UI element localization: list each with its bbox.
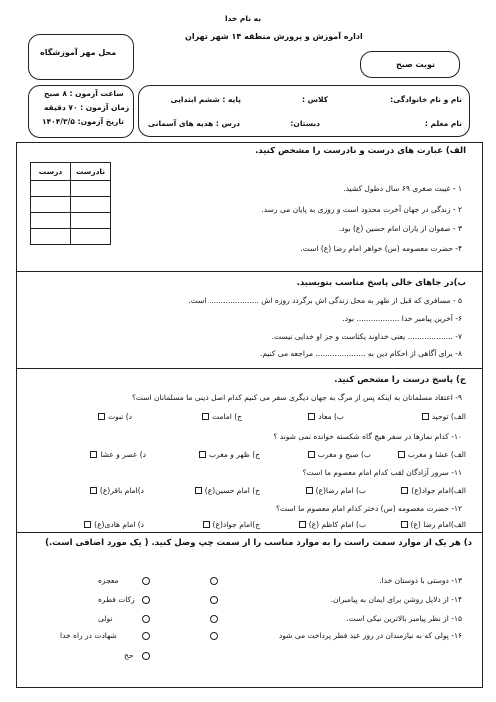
q12-option-c[interactable]: ج)امام جواد(ع): [203, 520, 260, 529]
answer-cell[interactable]: [31, 229, 71, 245]
checkbox[interactable]: [308, 413, 315, 420]
q11-option-d[interactable]: د)امام باقر(ع): [90, 486, 144, 495]
match-right-13: ۱۳- دوستی با دوستان خدا.: [379, 576, 462, 585]
answer-cell[interactable]: [71, 181, 111, 197]
col-false-header: نادرست: [71, 163, 111, 181]
q9-option-d[interactable]: د) نبوت: [98, 412, 132, 421]
col-true-header: درست: [31, 163, 71, 181]
checkbox[interactable]: [401, 487, 408, 494]
q9-option-a[interactable]: الف) توحید: [422, 412, 466, 421]
office-title: اداره آموزش و پرورش منطقه ۱۴ شهر تهران: [185, 32, 363, 41]
section-a-title: الف) عبارت های درست و نادرست را مشخص کنید.: [255, 146, 466, 156]
q10-option-a[interactable]: الف) عشا و مغرب: [398, 450, 466, 459]
match-dot-right-15[interactable]: [210, 615, 218, 623]
divider-c-d: [16, 532, 483, 533]
question-9: ۹- اعتقاد مسلمانان به اینکه پس از مرگ به جهان دیگری سفر می کنیم کدام اصل دینی ما مسلمانان است؟: [131, 393, 462, 402]
bismillah: به نام خدا: [225, 14, 262, 23]
answer-cell[interactable]: [71, 197, 111, 213]
question-11: ۱۱- سرور آزادگان لقب کدام امام معصوم ما است؟: [302, 468, 462, 477]
answer-cell[interactable]: [31, 213, 71, 229]
match-left-3: تولی: [98, 614, 113, 623]
statement-4: ۴- حضرت معصومه (س) خواهر امام رضا (ع) است.: [300, 244, 462, 253]
exam-time: ساعت آزمون : ۸ صبح: [44, 89, 124, 98]
section-b-title: ب)در جاهای خالی پاسخ مناسب بنویسید.: [296, 278, 466, 288]
divider-a-b: [16, 271, 483, 272]
seal-label: محل مهر آموزشگاه: [40, 48, 117, 57]
q9-option-c[interactable]: ج) امامت: [202, 412, 242, 421]
checkbox[interactable]: [98, 413, 105, 420]
q9-option-b[interactable]: ب) معاد: [308, 412, 344, 421]
statement-3: ۳ - صفوان از یاران امام حسین (ع) بود.: [338, 224, 462, 233]
match-dot-left-5[interactable]: [142, 652, 150, 660]
fill-blank-5: ۵ - مسافری که قبل از ظهر به محل زندگی اش برگردد روزه اش ..................... است.: [188, 296, 462, 305]
match-right-16: ۱۶- پولی که به نیازمندان در روز عید فطر پرداخت می شود: [278, 631, 462, 640]
checkbox[interactable]: [199, 451, 206, 458]
answer-cell[interactable]: [31, 197, 71, 213]
checkbox[interactable]: [299, 521, 306, 528]
school-label: دبستان:: [290, 119, 320, 128]
fill-blank-7: ۷- ................... یعنی خداوند یکتاست و جز او خدایی نیست.: [271, 332, 462, 341]
exam-duration: زمان آزمون : ۷۰ دقیقه: [44, 103, 130, 112]
checkbox[interactable]: [90, 451, 97, 458]
grade-label: پایه : ششم ابتدایی: [170, 95, 241, 104]
class-label: کلاس :: [301, 95, 328, 104]
q12-option-b[interactable]: ب) امام کاظم (ع): [299, 520, 366, 529]
match-dot-left-1[interactable]: [142, 577, 150, 585]
q10-option-d[interactable]: د) عصر و عشا: [90, 450, 146, 459]
match-left-5: حج: [124, 651, 134, 660]
q11-option-a[interactable]: الف)امام جواد(ع): [401, 486, 466, 495]
checkbox[interactable]: [306, 487, 313, 494]
section-c-title: ج) پاسخ درست را مشخص کنید.: [334, 375, 466, 385]
divider-b-c: [16, 368, 483, 369]
statement-2: ۲ - زندگی در جهان آخرت محدود است و روزی به پایان می رسد.: [261, 205, 462, 214]
seal-box: [28, 34, 134, 80]
q10-option-c[interactable]: ج) ظهر و مغرب: [199, 450, 260, 459]
checkbox[interactable]: [203, 521, 210, 528]
match-right-15: ۱۵- از نظر پیامبر بالاترین نیکی است.: [346, 614, 462, 623]
q10-option-b[interactable]: ب) صبح و مغرب: [308, 450, 371, 459]
q11-option-c[interactable]: ج) امام حسین(ع): [195, 486, 260, 495]
checkbox[interactable]: [398, 451, 405, 458]
match-dot-right-14[interactable]: [210, 596, 218, 604]
q12-option-d[interactable]: د) امام هادی(ع): [84, 520, 144, 529]
exam-date: تاریخ آزمون: ۱۴۰۴/۳/۵: [42, 117, 124, 126]
checkbox[interactable]: [401, 521, 408, 528]
match-right-14: ۱۴- از دلایل روشن برای ایمان به پیامبران.: [330, 595, 462, 604]
match-left-2: زکات فطره: [98, 595, 135, 604]
q12-option-a[interactable]: الف)امام رضا (ع): [401, 520, 466, 529]
true-false-table: [30, 162, 111, 245]
question-12: ۱۲- حضرت معصومه (س) دختر کدام امام معصوم ما است؟: [276, 504, 462, 513]
match-dot-right-16[interactable]: [210, 632, 218, 640]
answer-cell[interactable]: [31, 181, 71, 197]
match-dot-left-2[interactable]: [142, 596, 150, 604]
fill-blank-6: ۶- آخرین پیامبر خدا .................. بود.: [342, 314, 462, 323]
checkbox[interactable]: [90, 487, 97, 494]
question-10: ۱۰- کدام نمازها در سفر هیچ گاه شکسته خوانده نمی شوند ؟: [273, 432, 462, 441]
match-dot-right-13[interactable]: [210, 577, 218, 585]
match-dot-left-4[interactable]: [142, 632, 150, 640]
student-info-box: [138, 85, 470, 137]
checkbox[interactable]: [308, 451, 315, 458]
subject-label: درس : هدیه های آسمانی: [148, 119, 240, 128]
match-left-1: معجزه: [98, 576, 119, 585]
section-d-title: د) هر یک از موارد سمت راست را به موارد مناسب را از سمت چپ وصل کنید. ( یک مورد اضافی است.): [45, 538, 472, 548]
match-left-4: شهادت در راه خدا: [60, 631, 117, 640]
checkbox[interactable]: [84, 521, 91, 528]
checkbox[interactable]: [202, 413, 209, 420]
q11-option-b[interactable]: ب) امام رضا(ع): [306, 486, 366, 495]
checkbox[interactable]: [422, 413, 429, 420]
statement-1: ۱ - غیبت صغری ۶۹ سال دطول کشید.: [343, 184, 462, 193]
checkbox[interactable]: [195, 487, 202, 494]
teacher-label: نام معلم :: [424, 119, 462, 128]
name-label: نام و نام خانوادگی:: [390, 95, 462, 104]
shift-label: نوبت صبح: [395, 60, 435, 69]
fill-blank-8: ۸- برای آگاهی از احکام دین به ..................... مراجعه می کنیم.: [260, 349, 462, 358]
match-dot-left-3[interactable]: [142, 615, 150, 623]
answer-cell[interactable]: [71, 229, 111, 245]
answer-cell[interactable]: [71, 213, 111, 229]
